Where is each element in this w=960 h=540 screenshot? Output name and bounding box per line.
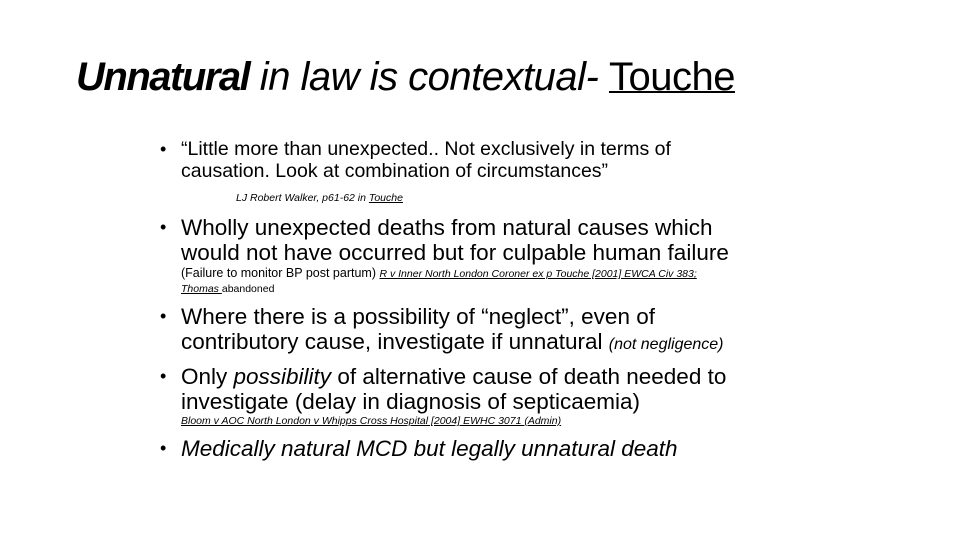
title-case-name: Touche [608, 55, 735, 99]
bullet-text-line: Medically natural MCD but legally unnatural death [181, 436, 678, 461]
bullet-item [160, 138, 920, 182]
note-case-name: Thomas [181, 283, 222, 295]
bullet-glyph: • [160, 366, 167, 386]
bullet-text-line: causation. Look at combination of circumstances” [181, 160, 609, 182]
bullet-aside: (not negligence) [608, 336, 724, 353]
bullet-text-line: Where there is a possibility of “neglect”, even of [181, 304, 655, 329]
note-tail: abandoned [221, 283, 275, 295]
bullet-text-line: would not have occurred but for culpable human failure [181, 240, 729, 265]
citation [236, 192, 403, 204]
bullet-text-line: Wholly unexpected deaths from natural causes which [181, 215, 713, 240]
citation: Bloom v AOC North London v Whipps Cross Hospital [2004] EWHC 3071 (Admin) [181, 415, 562, 427]
bullet-item [160, 304, 920, 357]
note-case-citation: R v Inner North London Coroner ex p Touche [2001] EWCA Civ 383; [379, 268, 697, 280]
bullet-text-line: “Little more than unexpected.. Not exclusively in terms of [181, 138, 671, 160]
bullet-glyph: • [160, 217, 167, 237]
bullet-note [181, 266, 821, 296]
bullet-glyph: • [160, 438, 167, 458]
bullet-emphasis: possibility [233, 364, 332, 389]
bullet-text: Only [181, 364, 234, 389]
bullet-text: of alternative cause of death needed to [331, 364, 727, 389]
title-keyword: Unnatural [76, 55, 250, 99]
bullet-text-line: contributory cause, investigate if unnatural [181, 329, 609, 354]
bullet-item [160, 364, 920, 414]
citation-text: LJ Robert Walker, p61-62 in [236, 192, 369, 204]
bullet-glyph: • [160, 139, 167, 159]
slide-title [76, 52, 936, 102]
bullet-item [160, 436, 920, 461]
bullet-glyph: • [160, 306, 167, 326]
title-middle: in law is contextual- [249, 55, 609, 99]
bullet-text-line: investigate (delay in diagnosis of septicaemia) [181, 389, 640, 414]
citation-case-link: Touche [368, 192, 403, 204]
note-text: (Failure to monitor BP post partum) [181, 266, 380, 280]
bullet-item [160, 215, 920, 265]
